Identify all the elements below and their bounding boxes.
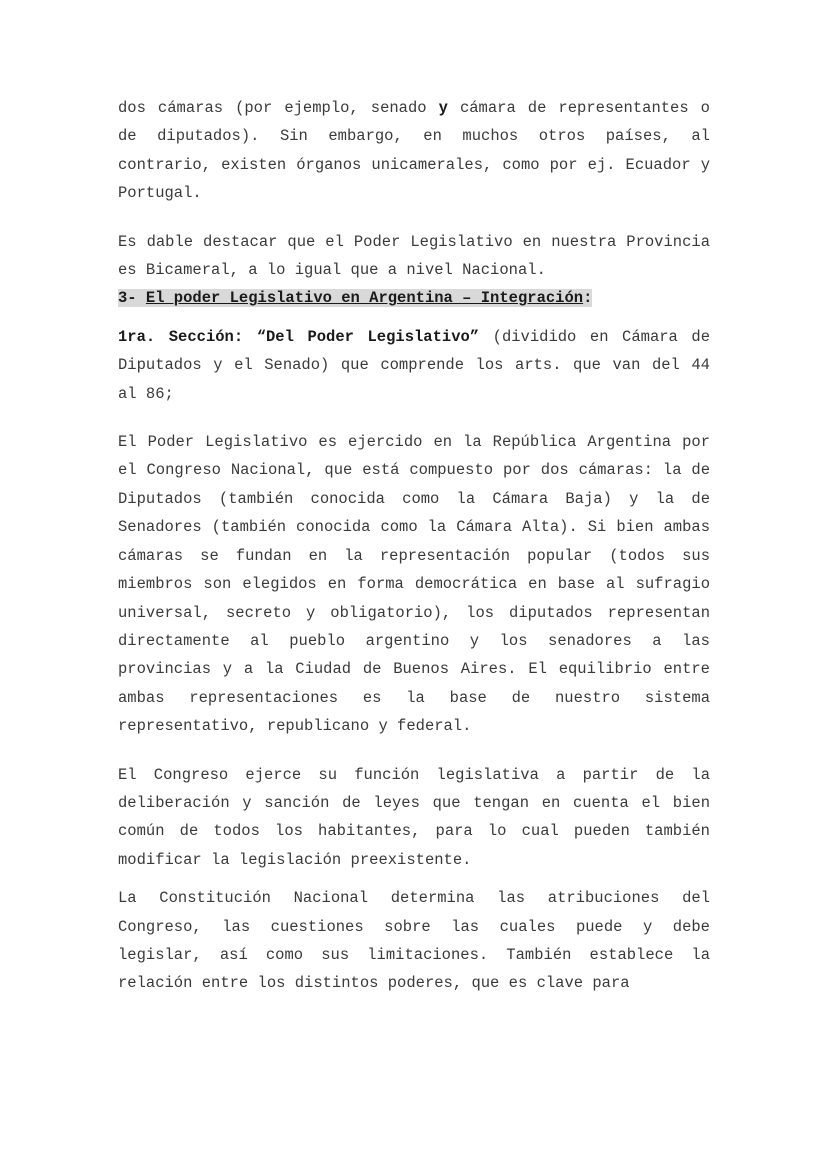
paragraph-first-section — [118, 323, 710, 408]
paragraph-bicameral-province: Es dable destacar que el Poder Legislativo en nuestra Provincia es Bicameral, a lo igual que a nivel Nacional. — [118, 232, 710, 280]
document-page — [118, 94, 710, 998]
paragraph-legislative-function: El Congreso ejerce su función legislativa a partir de la deliberación y sanción de leyes que tengan en cuenta el bien común de todos los habitantes, para lo cual pueden también modificar la legislación preexistente. — [118, 765, 710, 869]
paragraph-text: cámara de representantes o de diputados). Sin embargo, en muchos otros países, al contrario, existen órganos unicamerales, como por ej. Ecuador y Portugal. — [118, 99, 710, 203]
paragraph-congress-composition: El Poder Legislativo es ejercido en la República Argentina por el Congreso Nacional, que está compuesto por dos cámaras: la de Diputados (también conocida como la Cámara Baja) y la de Senadores (también conocida como la Cámara Alta). Si bien ambas cámaras se fundan en la representación popular (todos sus miembros son elegidos en forma democrática en base al sufragio universal, secreto y obligatorio), los diputados representan directamente al pueblo argentino y los senadores a las provincias y a la Ciudad de Buenos Aires. El equilibrio entre ambas representaciones es la base de nuestro sistema representativo, republicano y federal. — [118, 433, 710, 736]
heading-title: El poder Legislativo en Argentina – Integración — [145, 289, 584, 308]
section-label: 1ra. Sección: “Del Poder Legislativo” — [118, 327, 480, 346]
paragraph-chambers-examples — [118, 94, 710, 208]
heading-number: 3- — [118, 289, 146, 308]
bold-word: y — [438, 99, 448, 117]
paragraph-constitution-attributions: La Constitución Nacional determina las atribuciones del Congreso, las cuestiones sobre las cuales puede y debe legislar, así como sus limitaciones. También establece la relación entre los distintos poderes, que es clave para — [118, 889, 710, 993]
heading-suffix: : — [583, 289, 593, 308]
heading-highlight — [118, 289, 592, 307]
paragraph-text: (dividido en Cámara de Diputados y el Senado) que comprende los arts. que van del 44 al 86; — [118, 327, 710, 403]
paragraph-text: dos cámaras (por ejemplo, senado — [118, 99, 439, 117]
section-heading — [118, 284, 710, 312]
